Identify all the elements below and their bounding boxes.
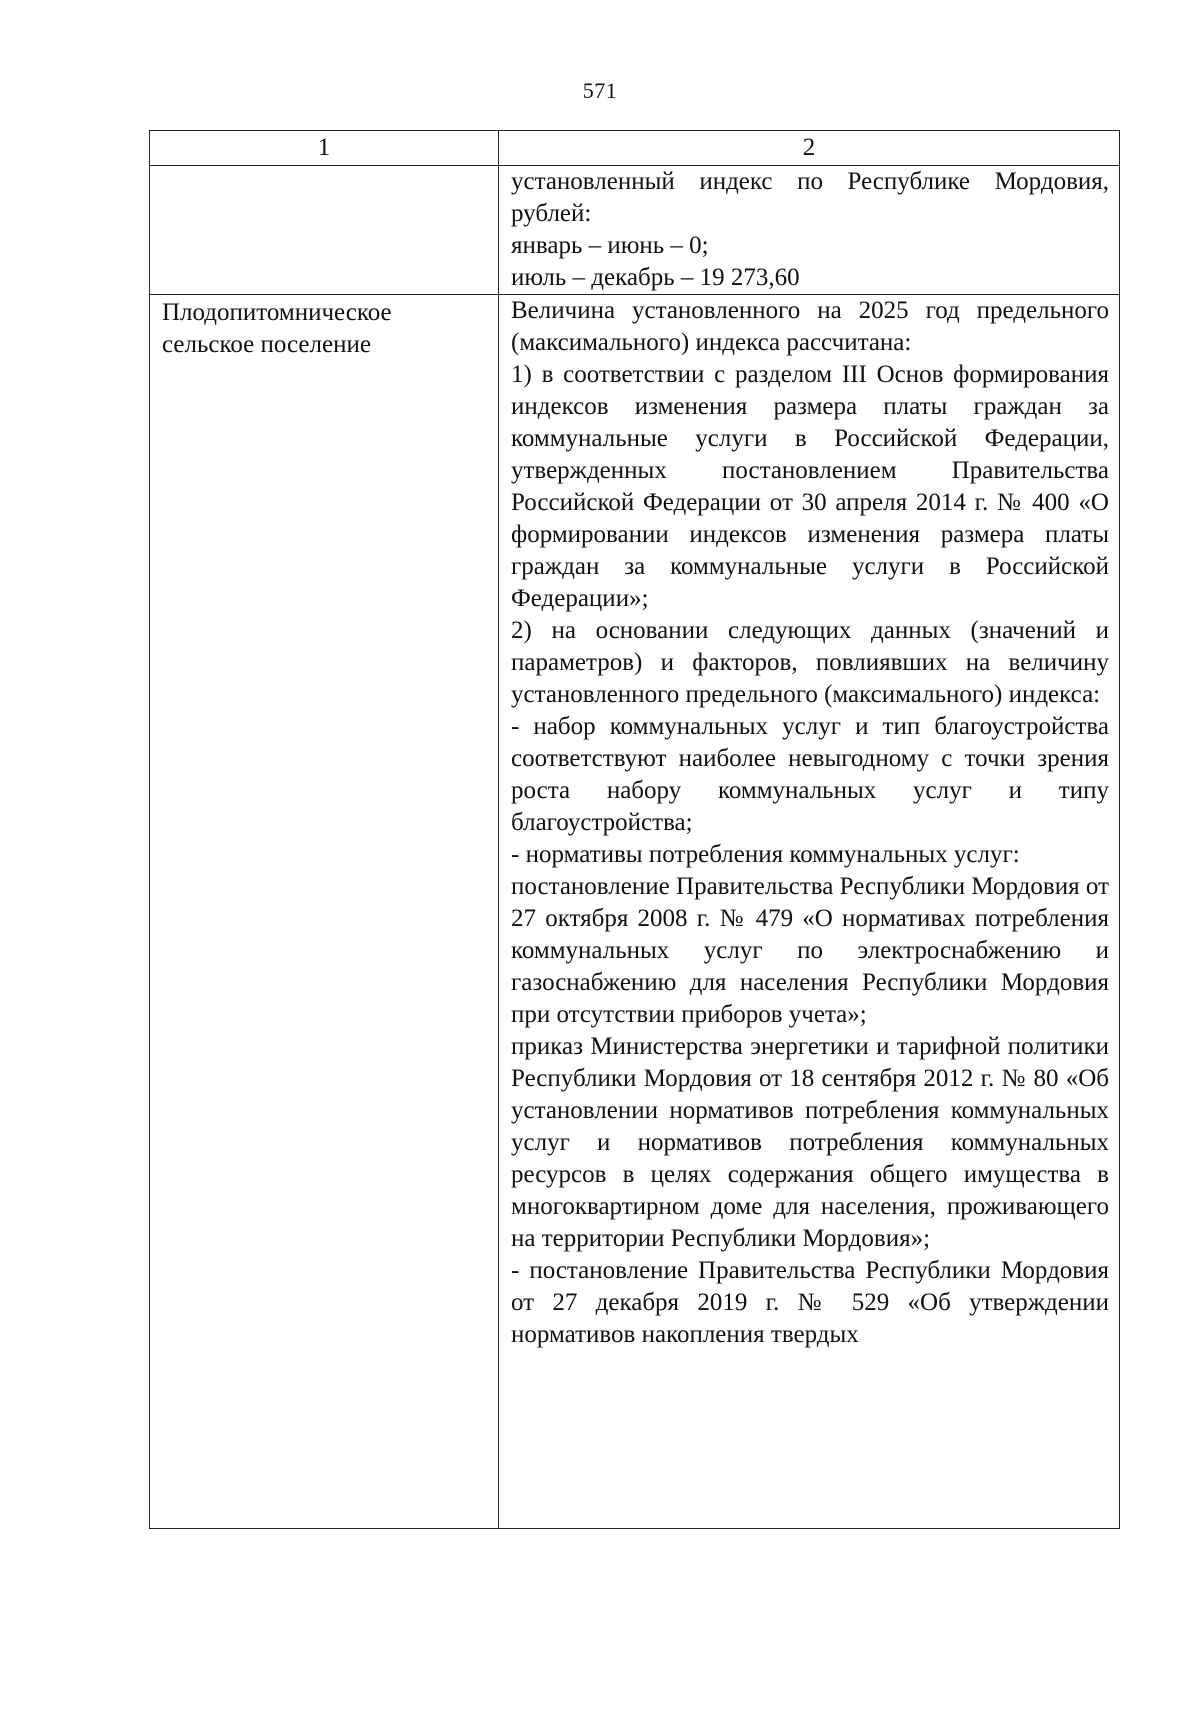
paragraph-services-set: - набор коммунальных услуг и тип благоустройства соответствуют наиболее невыгодному с точки зрения роста набору коммунальных услуг и типу благоустройства; bbox=[511, 713, 1109, 836]
row1-col2 bbox=[499, 166, 1120, 295]
row1-col1 bbox=[150, 166, 499, 295]
index-description-cell bbox=[499, 295, 1120, 1529]
paragraph-decree-529: - постановление Правительства Республики Мордовия от 27 декабря 2019 г. № 529 «Об утверждении нормативов накопления твердых bbox=[511, 1257, 1109, 1348]
index-description-content bbox=[511, 295, 1109, 1528]
paragraph-intro: Величина установленного на 2025 год предельного (максимального) индекса рассчитана: bbox=[511, 297, 1109, 356]
paragraph-item-2: 2) на основании следующих данных (значений и параметров) и факторов, повлиявших на величину установленного предельного (максимального) индекса: bbox=[511, 617, 1109, 708]
paragraph-item-1: 1) в соответствии с разделом III Основ формирования индексов изменения размера платы граждан за коммунальные услуги в Российской Федерации, утвержденных постановлением Правительства Российской Федерации от 30 апреля 2014 г. № 400 «О формировании индексов изменения размера платы граждан за коммунальные услуги в Российской Федерации»; bbox=[511, 361, 1109, 612]
row1-line-3: январь – июнь – 0; bbox=[511, 232, 709, 259]
settlement-name-cell bbox=[150, 295, 499, 1529]
row1-line-1: установленный индекс по Республике Мордовия, bbox=[511, 168, 1109, 195]
table-row bbox=[150, 295, 1120, 1529]
table-row bbox=[150, 166, 1120, 295]
settlement-name-line-2: сельское поселение bbox=[162, 331, 371, 358]
paragraph-order-80: приказ Министерства энергетики и тарифной политики Республики Мордовия от 18 сентября 2012 г. № 80 «Об установлении нормативов потребления коммунальных услуг и нормативов потребления коммунальных ресурсов в целях содержания общего имущества в многоквартирном доме для населения, проживающего на территории Республики Мордовия»; bbox=[511, 1033, 1109, 1252]
row1-line-2: рублей: bbox=[511, 200, 592, 227]
row1-line-4: июль – декабрь – 19 273,60 bbox=[511, 264, 800, 291]
table-header-row bbox=[150, 131, 1120, 166]
column-header-1: 1 bbox=[150, 131, 499, 166]
settlement-name-line-1: Плодопитомническое bbox=[162, 299, 392, 326]
column-header-2: 2 bbox=[499, 131, 1120, 166]
paragraph-decree-479: постановление Правительства Республики Мордовия от 27 октября 2008 г. № 479 «О нормативах потребления коммунальных услуг по электроснабжению и газоснабжению для населения Республики Мордовия при отсутствии приборов учета»; bbox=[511, 873, 1109, 1028]
document-table bbox=[149, 130, 1120, 1529]
page-number: 571 bbox=[582, 78, 618, 103]
paragraph-norms-heading: - нормативы потребления коммунальных услуг: bbox=[511, 841, 1020, 868]
